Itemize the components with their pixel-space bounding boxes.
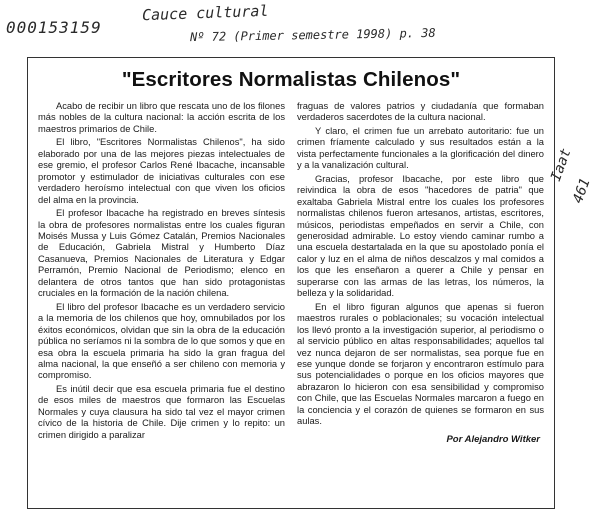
article-title: "Escritores Normalistas Chilenos" bbox=[121, 68, 461, 91]
article-columns bbox=[38, 101, 544, 445]
handwritten-issue-note: Nº 72 (Primer semestre 1998) p. 38 bbox=[189, 25, 436, 45]
handwritten-source-note: Cauce cultural bbox=[141, 1, 269, 25]
paragraph: El libro, "Escritores Normalistas Chilenos", ha sido elaborado por una de las mejores piezas intelectuales de ese gremio, el profesor Carlos René Ibacache, incansable promotor y estimulador de iniciativas culturales con ese verdadero heroísmo intelectual con que viven los oficios del alma en la provincia. bbox=[38, 137, 285, 205]
paragraph-continuation: fraguas de valores patrios y ciudadanía que formaban verdaderos sacerdotes de la cultura nacional. bbox=[297, 101, 544, 123]
article-frame bbox=[27, 57, 555, 509]
handwritten-margin-code: Iaat bbox=[548, 146, 575, 184]
article-author: Por Alejandro Witker bbox=[446, 433, 540, 445]
paragraph: Y claro, el crimen fue un arrebato autoritario: fue un crimen fríamente calculado y sus resultados están a la vista perfectamente funcionales a la glorificación del dinero y a la vanalización cultural. bbox=[297, 125, 544, 171]
paragraph: Acabo de recibir un libro que rescata uno de los filones más nobles de la cultura nacional: la acción escrita de los maestros primarios de Chile. bbox=[38, 101, 285, 134]
paragraph: Es inútil decir que esa escuela primaria fue el destino de esos miles de maestros que formaron las Escuelas Normales y cuya clausura ha sido tal vez el mayor crimen cívico de la historia de Chile. Dije crimen y lo repito: un crimen dirigido a paralizar bbox=[38, 383, 285, 440]
handwritten-id-number: 000153159 bbox=[6, 18, 102, 37]
paragraph: Gracias, profesor Ibacache, por este libro que reivindica la obra de esos "hacedores de patria" que exaltaba Gabriela Mistral entre los cuales los profesores normalistas chilenos fueron artesanos, artistas, escritores, músicos, periodistas empeñados en servir a Chile, con generosidad admirable. Lo estoy viendo caminar rumbo a una escuela destartalada en la que su apostolado ponía el calor y luz en el alma de niños descalzos y mal comidos a los que les enseñaron a querer a Chile y pensar en superarse con las armas de las letras, los números, la belleza y la solidaridad. bbox=[297, 173, 544, 299]
left-column bbox=[38, 101, 285, 445]
right-column bbox=[297, 101, 544, 445]
paragraph: El libro del profesor Ibacache es un verdadero servicio a la memoria de los chilenos que hoy, omnubilados por los éxitos económicos, olvidan que sin la obra de la educación pública no seríamos ni la sombra de lo que somos y que en esa obra la escuela primaria ha sido la gran fragua del alma nacional, la que enseñó a ser chileno con memoria y compromiso. bbox=[38, 301, 285, 381]
paragraph: En el libro figuran algunos que apenas si fueron maestros rurales o poblacionales; su vocación intelectual los llevó pronto a la investigación superior, al periodismo o al servicio público en altas responsabilidades; aquellos tal vez nunca dejaron de ser normalistas, sea porque fue en ese yunque donde se forjaron y encontraron estímulo para sus potencialidades o porque en los oficios mayores que abrazaron lo hicieron con esa sensibilidad y compromiso con Chile, que las Escuelas Normales marcaron a fuego en la conciencia y el corazón de quienes se formaron en sus aulas. bbox=[297, 301, 544, 427]
handwritten-margin-number: 461 bbox=[570, 176, 594, 206]
paragraph: El profesor Ibacache ha registrado en breves síntesis la obra de profesores normalistas entre los cuales figuran Moisés Mussa y Luis Gómez Catalán, Premios Nacionales de Educación, Gabriela Mistral y Humberto Díaz Casanueva, Premios Nacionales de Literatura y Edgar Perramón, Premio Nacional de Periodismo; elenco en delantera de otros tantos que han sido protagonistas cruciales en la formación de la nación chilena. bbox=[38, 208, 285, 299]
